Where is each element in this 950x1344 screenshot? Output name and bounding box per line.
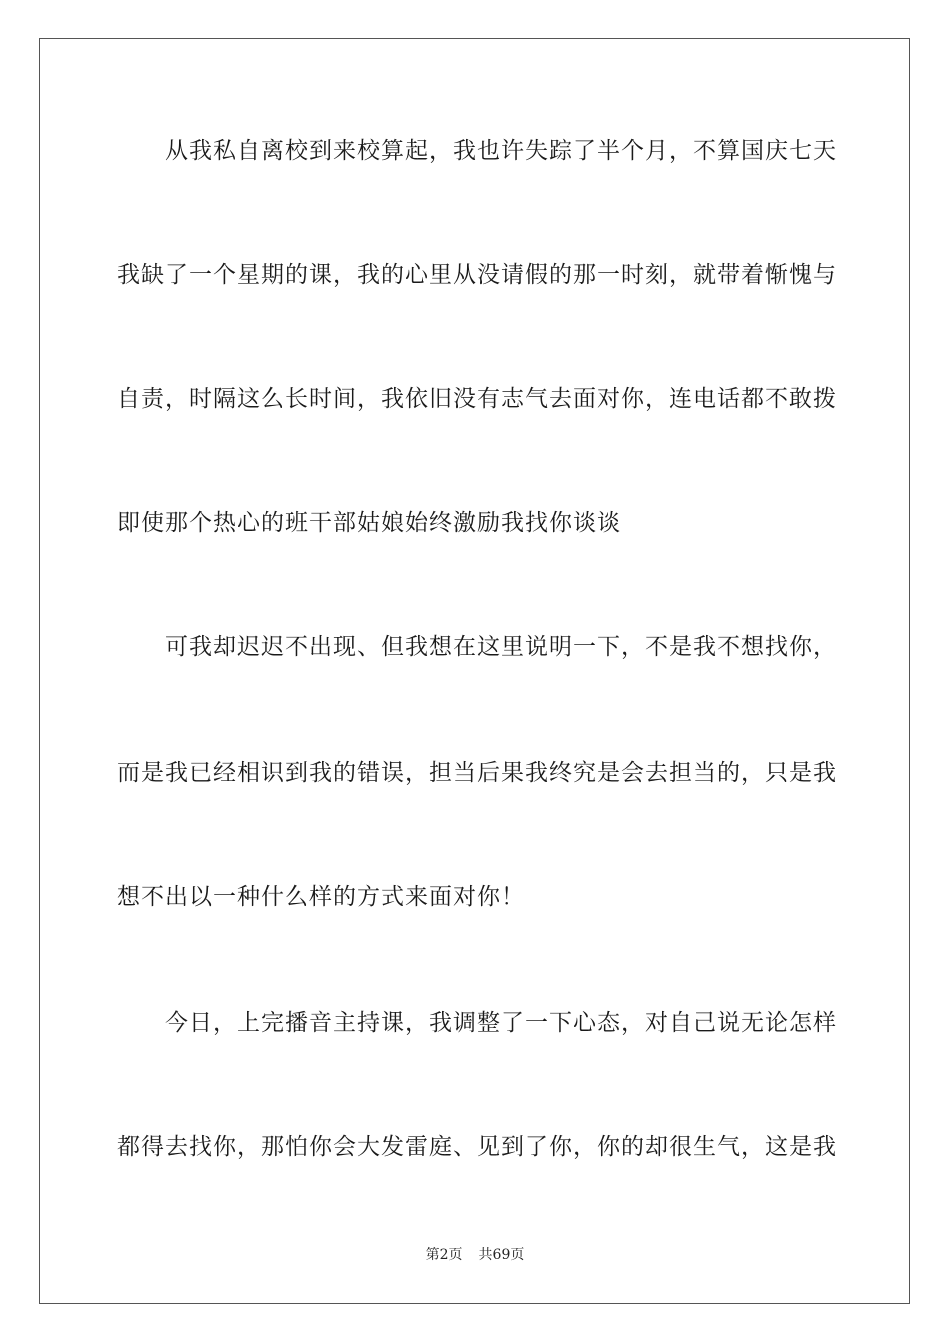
text-line-2: 我缺了一个星期的课，我的心里从没请假的那一时刻，就带着惭愧与 <box>117 262 837 288</box>
text-line-1: 从我私自离校到来校算起，我也许失踪了半个月，不算国庆七天 <box>165 138 837 164</box>
page-total: 共69页 <box>478 1247 525 1263</box>
text-line-5: 可我却迟迟不出现、但我想在这里说明一下，不是我不想找你， <box>165 634 837 660</box>
text-line-8: 今日，上完播音主持课，我调整了一下心态，对自己说无论怎样 <box>165 1010 837 1036</box>
text-line-7: 想不出以一种什么样的方式来面对你！ <box>117 884 525 910</box>
text-line-4: 即使那个热心的班干部姑娘始终激励我找你谈谈 <box>117 510 621 536</box>
page-number: 第2页 <box>425 1247 463 1263</box>
text-line-3: 自责，时隔这么长时间，我依旧没有志气去面对你，连电话都不敢拨 <box>117 386 837 412</box>
text-line-9: 都得去找你，那怕你会大发雷庭、见到了你，你的却很生气，这是我 <box>117 1134 837 1160</box>
text-line-6: 而是我已经相识到我的错误，担当后果我终究是会去担当的，只是我 <box>117 760 837 786</box>
page-border <box>39 38 910 1304</box>
page-footer <box>0 1246 950 1264</box>
